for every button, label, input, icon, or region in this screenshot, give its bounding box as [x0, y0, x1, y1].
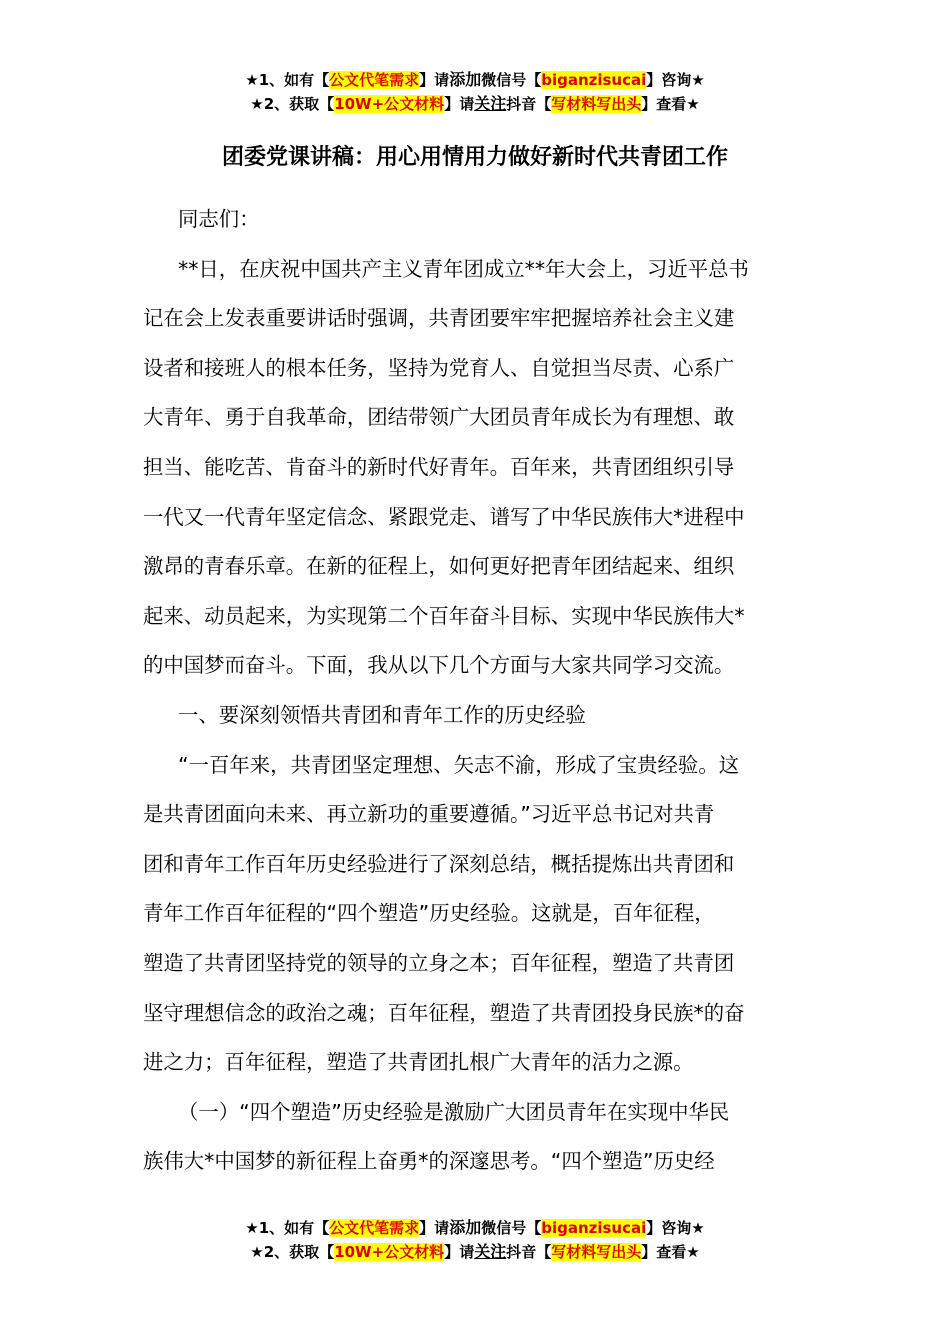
banner-text: ★2、获取【 — [250, 95, 335, 113]
body-line: 青年工作百年征程的“四个塑造”历史经验。这就是，百年征程， — [143, 901, 715, 926]
banner-text: ★1、如有【 — [245, 1219, 330, 1237]
banner-text: 微信号【 — [481, 71, 542, 89]
document-title: 团委党课讲稿：用心用情用力做好新时代共青团工作 — [221, 145, 728, 170]
banner-text: 】查看★ — [641, 1243, 700, 1261]
banner-highlight: 写材料写出头 — [551, 95, 642, 113]
banner-line-2 — [0, 92, 950, 116]
banner-highlight: 公文代笔需求 — [329, 71, 420, 89]
banner-highlight: 10W+公文材料 — [334, 95, 445, 113]
body-line: 族伟大*中国梦的新征程上奋勇*的深邃思考。“四个塑造”历史经 — [143, 1149, 715, 1174]
banner-text: 抖音【 — [506, 95, 552, 113]
banner-text: 】请 — [444, 95, 475, 113]
salutation: 同志们： — [178, 207, 260, 231]
body-line: 担当、能吃苦、肯奋斗的新时代好青年。百年来，共青团组织引导 — [143, 454, 735, 479]
banner-text: 】咨询★ — [646, 71, 705, 89]
body-line: 设者和接班人的根本任务，坚持为党育人、自觉担当尽责、心系广 — [143, 355, 735, 380]
body-line: 起来、动员起来，为实现第二个百年奋斗目标、实现中华民族伟大* — [143, 603, 745, 628]
banner-highlight: 公文代笔需求 — [329, 1219, 420, 1237]
banner-text: 】请 — [419, 71, 450, 89]
body-line: “一百年来，共青团坚定理想、矢志不渝，形成了宝贵经验。这 — [178, 752, 740, 777]
banner-text: 微信号【 — [481, 1219, 542, 1237]
body-line: 的中国梦而奋斗。下面，我从以下几个方面与大家共同学习交流。 — [143, 653, 735, 678]
banner-text: 抖音【 — [506, 1243, 552, 1261]
banner-emphasis: 关注 — [474, 1242, 507, 1261]
body-line: 进之力；百年征程，塑造了共青团扎根广大青年的活力之源。 — [143, 1050, 694, 1075]
banner-highlight: 写材料写出头 — [551, 1243, 642, 1261]
banner-emphasis: 关注 — [474, 94, 507, 113]
footer-banner — [0, 1216, 950, 1264]
body-line: **日，在庆祝中国共产主义青年团成立**年大会上，习近平总书 — [178, 256, 749, 281]
body-line: 团和青年工作百年历史经验进行了深刻总结，概括提炼出共青团和 — [143, 851, 735, 876]
banner-text: ★1、如有【 — [245, 71, 330, 89]
banner-text: ★2、获取【 — [250, 1243, 335, 1261]
banner-text: 】请 — [444, 1243, 475, 1261]
section-heading: 一、要深刻领悟共青团和青年工作的历史经验 — [178, 702, 586, 727]
banner-line-1 — [0, 68, 950, 92]
banner-line-2 — [0, 1240, 950, 1264]
body-line: 塑造了共青团坚持党的领导的立身之本；百年征程，塑造了共青团 — [143, 950, 735, 975]
banner-highlight: biganzisucai — [541, 71, 647, 89]
subsection-line: （一）“四个塑造”历史经验是激励广大团员青年在实现中华民 — [178, 1099, 730, 1124]
body-line: 是共青团面向未来、再立新功的重要遵循。”习近平总书记对共青 — [143, 802, 715, 827]
body-line: 记在会上发表重要讲话时强调，共青团要牢牢把握培养社会主义建 — [143, 306, 735, 331]
banner-highlight: biganzisucai — [541, 1219, 647, 1237]
body-line: 大青年、勇于自我革命，团结带领广大团员青年成长为有理想、敢 — [143, 405, 735, 430]
banner-text: 】请 — [419, 1219, 450, 1237]
body-line: 一代又一代青年坚定信念、紧跟党走、谱写了中华民族伟大*进程中 — [143, 504, 745, 529]
document-body — [143, 195, 808, 1187]
banner-emphasis: 添加 — [449, 1218, 482, 1237]
banner-text: 】咨询★ — [646, 1219, 705, 1237]
banner-text: 】查看★ — [641, 95, 700, 113]
body-line: 坚守理想信念的政治之魂；百年征程，塑造了共青团投身民族*的奋 — [143, 1000, 745, 1025]
header-banner — [0, 68, 950, 116]
banner-emphasis: 添加 — [449, 70, 482, 89]
banner-line-1 — [0, 1216, 950, 1240]
body-line: 激昂的青春乐章。在新的征程上，如何更好把青年团结起来、组织 — [143, 554, 735, 579]
banner-highlight: 10W+公文材料 — [334, 1243, 445, 1261]
